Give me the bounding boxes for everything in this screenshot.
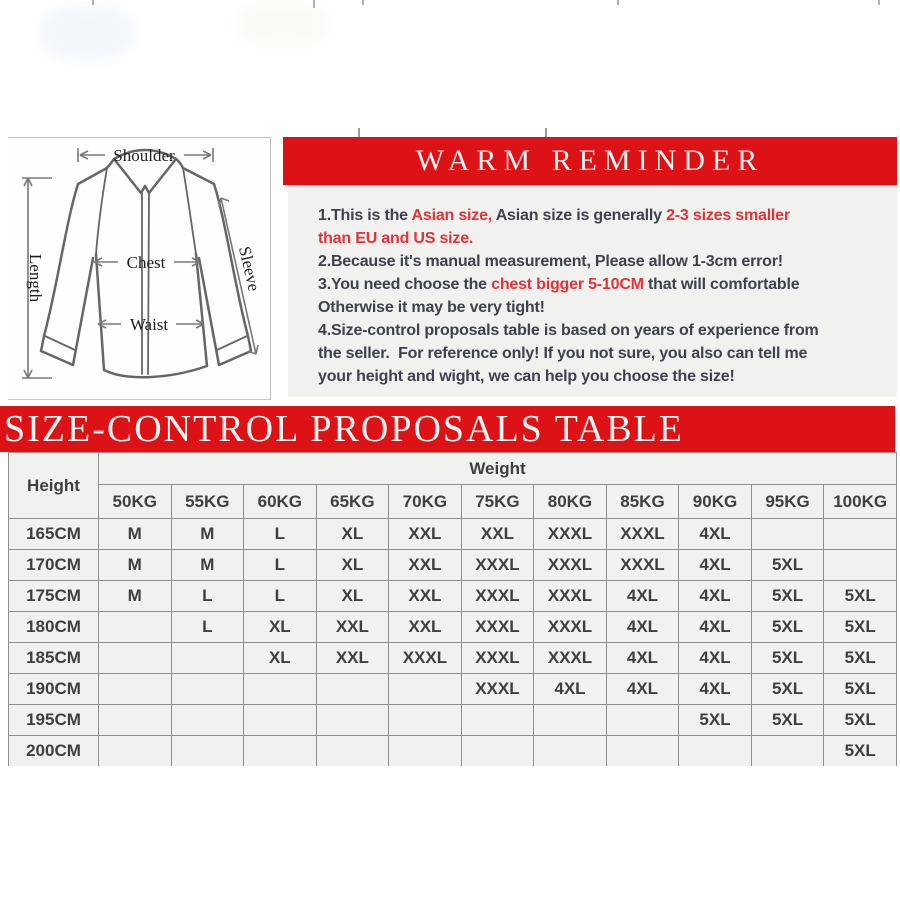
height-cell: 185CM bbox=[9, 643, 99, 674]
weight-column-header: 95KG bbox=[751, 485, 824, 519]
reminder-text-segment: 2-3 sizes smaller bbox=[666, 207, 790, 224]
reminder-line bbox=[318, 273, 889, 296]
size-cell: XXXL bbox=[534, 519, 607, 550]
size-cell: 5XL bbox=[824, 643, 897, 674]
reminder-text-segment: your height and wight, we can help you choose the size! bbox=[318, 368, 735, 385]
size-cell: XXL bbox=[461, 519, 534, 550]
size-table bbox=[8, 452, 897, 766]
top-edge-tick bbox=[362, 0, 364, 5]
shoulder-label: Shoulder bbox=[113, 146, 175, 165]
size-cell: 4XL bbox=[606, 581, 679, 612]
size-cell bbox=[316, 736, 389, 767]
size-cell: XXXL bbox=[389, 643, 462, 674]
reminder-text-segment: than EU and US size. bbox=[318, 230, 474, 247]
shirt-diagram-svg bbox=[8, 138, 270, 398]
length-label: Length bbox=[26, 253, 45, 303]
size-table-wrap bbox=[8, 452, 898, 766]
size-cell: 5XL bbox=[751, 581, 824, 612]
weight-column-header: 100KG bbox=[824, 485, 897, 519]
reminder-line bbox=[318, 319, 889, 342]
size-cell: 4XL bbox=[534, 674, 607, 705]
reminder-text-segment: Otherwise it may be very tight! bbox=[318, 299, 545, 316]
size-cell: XXXL bbox=[461, 643, 534, 674]
size-cell: 4XL bbox=[679, 643, 752, 674]
size-cell bbox=[824, 550, 897, 581]
size-cell bbox=[461, 705, 534, 736]
size-cell: 4XL bbox=[606, 643, 679, 674]
table-row bbox=[9, 581, 897, 612]
reminder-line bbox=[318, 204, 889, 227]
reminder-text-segment: Asian size, bbox=[411, 207, 493, 224]
reminder-line bbox=[318, 365, 889, 388]
size-cell bbox=[389, 705, 462, 736]
size-cell: L bbox=[244, 519, 317, 550]
sleeve-label: Sleeve bbox=[235, 244, 264, 293]
size-cell bbox=[679, 736, 752, 767]
reminder-text-box bbox=[288, 185, 897, 397]
table-row bbox=[9, 736, 897, 767]
size-cell bbox=[751, 519, 824, 550]
reminder-text-segment: chest bigger 5-10CM bbox=[491, 276, 644, 293]
size-cell bbox=[171, 705, 244, 736]
top-left-smudge bbox=[40, 5, 135, 60]
size-cell: XL bbox=[316, 581, 389, 612]
size-cell: 5XL bbox=[751, 705, 824, 736]
size-cell bbox=[316, 674, 389, 705]
weight-column-header: 75KG bbox=[461, 485, 534, 519]
size-cell: M bbox=[171, 519, 244, 550]
size-cell: 5XL bbox=[824, 674, 897, 705]
table-row bbox=[9, 550, 897, 581]
size-cell: XXL bbox=[389, 612, 462, 643]
weight-column-header: 65KG bbox=[316, 485, 389, 519]
size-cell bbox=[824, 519, 897, 550]
size-cell bbox=[244, 736, 317, 767]
table-row bbox=[9, 612, 897, 643]
height-cell: 200CM bbox=[9, 736, 99, 767]
top-edge-tick bbox=[878, 0, 880, 5]
reminder-text-segment: 1.This is the bbox=[318, 207, 412, 224]
size-cell: 5XL bbox=[751, 612, 824, 643]
grid-remnant-tick bbox=[358, 128, 360, 137]
size-cell: M bbox=[99, 519, 172, 550]
size-cell: M bbox=[99, 550, 172, 581]
reminder-text-segment: Asian size is generally bbox=[492, 207, 667, 224]
size-cell: 4XL bbox=[679, 612, 752, 643]
top-edge-tick bbox=[92, 0, 94, 5]
size-cell: 5XL bbox=[751, 550, 824, 581]
size-cell: XL bbox=[244, 612, 317, 643]
weight-column-header: 55KG bbox=[171, 485, 244, 519]
size-cell: L bbox=[171, 581, 244, 612]
reminder-text-segment: 3.You need choose the bbox=[318, 276, 492, 293]
top-edge-tick bbox=[313, 0, 315, 8]
size-cell bbox=[171, 643, 244, 674]
size-cell: L bbox=[244, 581, 317, 612]
waist-label: Waist bbox=[129, 315, 169, 334]
size-cell: XXL bbox=[316, 612, 389, 643]
size-cell: XXXL bbox=[461, 550, 534, 581]
size-cell bbox=[99, 612, 172, 643]
size-cell: XL bbox=[316, 550, 389, 581]
top-center-smudge bbox=[235, 2, 330, 47]
size-table-banner bbox=[0, 406, 895, 452]
size-cell bbox=[389, 736, 462, 767]
reminder-text-segment: 2.Because it's manual measurement, Please allow 1-3cm error! bbox=[318, 253, 783, 270]
size-cell: M bbox=[99, 581, 172, 612]
size-cell bbox=[244, 705, 317, 736]
size-cell bbox=[99, 705, 172, 736]
size-cell: 4XL bbox=[679, 550, 752, 581]
weight-column-header: 60KG bbox=[244, 485, 317, 519]
size-table-body bbox=[9, 519, 897, 767]
size-cell: XXXL bbox=[461, 674, 534, 705]
size-cell bbox=[389, 674, 462, 705]
weight-column-header: 85KG bbox=[606, 485, 679, 519]
size-table-banner-title: SIZE-CONTROL PROPOSALS TABLE bbox=[4, 408, 685, 450]
weight-column-header: 80KG bbox=[534, 485, 607, 519]
size-cell: XXL bbox=[389, 519, 462, 550]
size-cell: XXXL bbox=[534, 612, 607, 643]
size-cell: M bbox=[171, 550, 244, 581]
size-cell bbox=[99, 736, 172, 767]
table-row bbox=[9, 519, 897, 550]
grid-remnant-tick bbox=[545, 128, 547, 137]
size-cell: XL bbox=[244, 643, 317, 674]
size-cell: 4XL bbox=[679, 519, 752, 550]
size-cell bbox=[606, 705, 679, 736]
size-cell: XXXL bbox=[534, 643, 607, 674]
size-cell: 5XL bbox=[679, 705, 752, 736]
size-cell: XXXL bbox=[461, 581, 534, 612]
reminder-text-segment: the seller. For reference only! If you not sure, you also can tell me bbox=[318, 345, 808, 362]
size-cell bbox=[171, 674, 244, 705]
reminder-line bbox=[318, 250, 889, 273]
size-cell: XXL bbox=[389, 581, 462, 612]
weight-columns-row bbox=[9, 485, 897, 519]
height-cell: 190CM bbox=[9, 674, 99, 705]
chest-label: Chest bbox=[126, 253, 166, 272]
size-cell bbox=[171, 736, 244, 767]
size-cell: 5XL bbox=[751, 643, 824, 674]
table-row bbox=[9, 705, 897, 736]
shirt-placket bbox=[142, 193, 149, 374]
size-cell: XXL bbox=[316, 643, 389, 674]
size-cell: XXXL bbox=[606, 550, 679, 581]
size-cell bbox=[534, 705, 607, 736]
reminder-text-segment: that will comfortable bbox=[643, 276, 800, 293]
weight-column-header: 70KG bbox=[389, 485, 462, 519]
warm-reminder-title: WARM REMINDER bbox=[415, 144, 765, 177]
size-cell: XL bbox=[316, 519, 389, 550]
weight-column-header: 50KG bbox=[99, 485, 172, 519]
size-cell: 5XL bbox=[824, 705, 897, 736]
size-cell bbox=[99, 643, 172, 674]
size-cell: XXXL bbox=[534, 550, 607, 581]
size-cell: XXXL bbox=[606, 519, 679, 550]
size-cell: XXXL bbox=[534, 581, 607, 612]
reminder-text-segment: 4.Size-control proposals table is based on years of experience from bbox=[318, 322, 819, 339]
size-cell: XXXL bbox=[461, 612, 534, 643]
height-header-cell: Height bbox=[9, 453, 99, 519]
size-cell bbox=[99, 674, 172, 705]
shirt-measurement-diagram bbox=[8, 137, 271, 400]
height-cell: 165CM bbox=[9, 519, 99, 550]
height-cell: 180CM bbox=[9, 612, 99, 643]
top-edge-tick bbox=[617, 0, 619, 5]
weight-header-row bbox=[9, 453, 897, 485]
size-cell bbox=[751, 736, 824, 767]
size-cell: 5XL bbox=[751, 674, 824, 705]
reminder-line bbox=[318, 296, 889, 319]
height-cell: 195CM bbox=[9, 705, 99, 736]
size-cell: 5XL bbox=[824, 581, 897, 612]
size-cell: 5XL bbox=[824, 736, 897, 767]
weight-header-cell: Weight bbox=[99, 453, 897, 485]
table-row bbox=[9, 674, 897, 705]
size-cell bbox=[244, 674, 317, 705]
size-cell: L bbox=[171, 612, 244, 643]
height-cell: 170CM bbox=[9, 550, 99, 581]
size-cell bbox=[606, 736, 679, 767]
warm-reminder-banner bbox=[283, 137, 897, 185]
size-cell: 4XL bbox=[606, 674, 679, 705]
size-cell bbox=[316, 705, 389, 736]
reminder-line bbox=[318, 342, 889, 365]
size-cell: 4XL bbox=[606, 612, 679, 643]
table-row bbox=[9, 643, 897, 674]
size-cell: L bbox=[244, 550, 317, 581]
weight-column-header: 90KG bbox=[679, 485, 752, 519]
size-cell: 4XL bbox=[679, 581, 752, 612]
size-table-head bbox=[9, 453, 897, 519]
size-cell: XXL bbox=[389, 550, 462, 581]
height-cell: 175CM bbox=[9, 581, 99, 612]
size-cell: 5XL bbox=[824, 612, 897, 643]
reminder-line bbox=[318, 227, 889, 250]
size-cell: 4XL bbox=[679, 674, 752, 705]
size-cell bbox=[461, 736, 534, 767]
size-cell bbox=[534, 736, 607, 767]
